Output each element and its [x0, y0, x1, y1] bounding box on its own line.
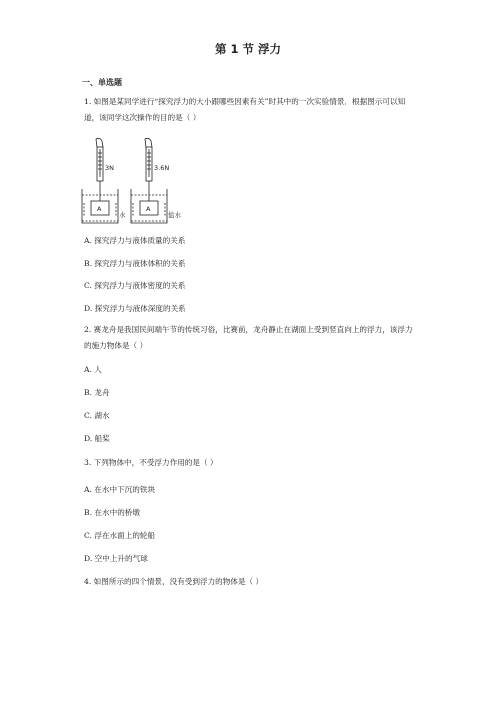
right-block-label: A [146, 205, 151, 213]
question-2-option-d[interactable]: D. 船桨 [84, 434, 110, 443]
question-1-option-b[interactable]: B. 探究浮力与液体体积的关系 [84, 259, 186, 268]
question-2-option-a[interactable]: A. 人 [84, 365, 102, 374]
question-1-option-d[interactable]: D. 探究浮力与液体深度的关系 [84, 304, 186, 313]
left-block-label: A [97, 205, 102, 213]
right-liquid-label: 盐水 [168, 211, 181, 219]
question-2-option-c[interactable]: C. 湖水 [84, 411, 110, 420]
question-3-option-d[interactable]: D. 空中上升的气球 [84, 554, 148, 563]
question-4-stem: 4. 如图所示的四个情景，没有受到浮力的物体是（ ） [84, 577, 264, 586]
question-1-option-c[interactable]: C. 探究浮力与液体密度的关系 [84, 281, 186, 290]
question-1-option-a[interactable]: A. 探究浮力与液体质量的关系 [84, 236, 186, 245]
question-1-stem: 1. 如图是某同学进行“探究浮力的大小跟哪些因素有关”时其中的一次实验情景．根据图示可以知道，该同学这次操作的目的是（ ） [84, 97, 406, 122]
spring-scale-diagram [76, 137, 186, 227]
question-3-option-b[interactable]: B. 在水中的桥墩 [84, 508, 140, 517]
question-3-stem: 3. 下列物体中，不受浮力作用的是（ ） [84, 458, 218, 467]
right-reading: 3.6N [154, 164, 170, 172]
section-heading: 一、单选题 [82, 78, 122, 87]
left-liquid-label: 水 [119, 211, 126, 219]
question-2-stem: 2. 赛龙舟是我国民间端午节的传统习俗，比赛前，龙舟静止在湖面上受到竖直向上的浮力，该浮力的施力物体是（ ） [84, 325, 413, 350]
question-3-option-a[interactable]: A. 在水中下沉的铁块 [84, 485, 156, 494]
left-reading: 3N [105, 164, 114, 172]
question-3-option-c[interactable]: C. 浮在水面上的轮船 [84, 531, 156, 540]
question-1-figure [76, 137, 186, 227]
page-title: 第 1 节 浮力 [214, 42, 281, 56]
question-2-option-b[interactable]: B. 龙舟 [84, 388, 110, 397]
